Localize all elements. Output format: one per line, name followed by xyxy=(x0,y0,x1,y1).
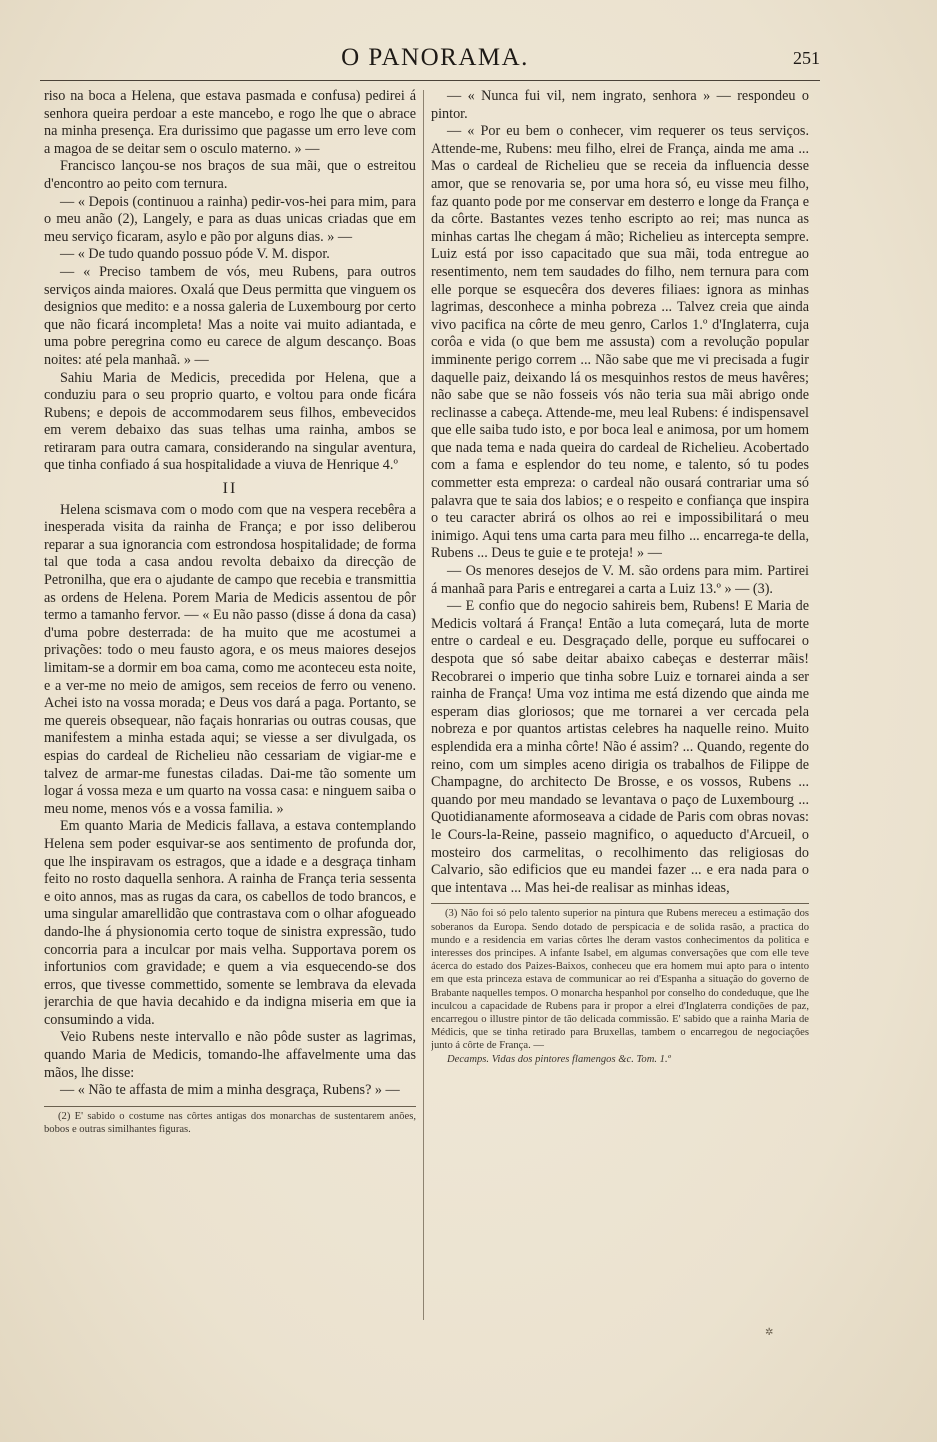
paragraph: riso na boca a Helena, que estava pasmada e confusa) pedirei á senhora queira perdoar a este mancebo, e rogo lhe que o abrace na minha presença. Era durissimo que pagasse um erro leve com a magoa de se deitar sem o osculo materno. » — xyxy=(44,88,416,157)
footnote-rule xyxy=(44,1106,416,1107)
paragraph: — « Depois (continuou a rainha) pedir-vos-hei para mim, para o meu anão (2), Langely, e para as duas unicas criadas que em meu serviço ficaram, asylo e pão por alguns dias. » — xyxy=(44,193,416,245)
paragraph: — « Não te affasta de mim a minha desgraça, Rubens? » — xyxy=(60,1082,400,1099)
paragraph: — Os menores desejos de V. M. são ordens para mim. Partirei á manhaã para Paris e entregarei a carta a Luiz 13.º » — (3). xyxy=(431,563,809,597)
publication-title: O PANORAMA. xyxy=(341,44,529,71)
header-rule xyxy=(40,80,820,81)
section-heading: II xyxy=(222,480,238,498)
paragraph: — « Por eu bem o conhecer, vim requerer os teus serviços. Attende-me, Rubens: meu filho, elrei de França, ainda me ama ... Mas o cardeal de Richelieu que se receia da influencia desse amor, que se renovaria se, por uma hora só, eu visse meu filho, faz quanto pode por me conservar em desterro e longe da França e da côrte. Bastantes vezes tenho escripto ao rei; mas nunca as minhas cartas lhe chegam á mão; Richelieu as intercepta sempre. Luiz está por isso capacitado que sua mãi, toda entregue ao resentimento, nem tem saudades do filho, nem ternura para com elle porque se esquecêra dos deveres filiaes: ignora as minhas lagrimas, desconhece a minha pobreza ... Talvez creia que ainda vivo pacifica na côrte de meu genro, Carlos 1.º d'Inglaterra, cuja corôa e vida (o que bem me assusta) com a revolução popular imminente perigo correm ... Não sabe que me vi precisada a fugir daquelle paiz, deixando lá os mesquinhos restos de meus havêres; não sabe que se não fosseis vós não teria sua mãi abrigo onde reclinasse a cabeça. Attende-me, meu leal Rubens: é indispensavel que elle saiba tudo isto, e por boca leal e animosa, por um homem que nada tema e nada queira do cardeal de Richelieu. Acobertado com a fama e esplendor do teu nome, e talento, só tu podes commetter esta empreza: o cardeal não ousará contrariar uma só palavra que te saia dos labios; e o respeito e confiança que inspira o teu caracter abrirá os olhos ao rei e impossibilitará o meu inimigo. Aqui tens uma carta para meu filho ... encarrega-te della, Rubens ... Deus te guie e te proteja! » — xyxy=(431,123,809,562)
paragraph: — « De tudo quando possuo póde V. M. dispor. xyxy=(60,246,330,263)
paragraph: Em quanto Maria de Medicis fallava, a estava contemplando Helena sem poder esquivar-se aos sentimento de profunda dor, que lhe inspiravam os estragos, que a idade e a desgraça tinham feito no rosto daquella senhora. A rainha de França teria sessenta e oito annos, mas as rugas da cara, os cabellos de todo brancos, e uma singular amarellidão que contrastava com o olhar afogueado dando-lhe á physionomia certo toque de sinistra expressão, tudo concorria para a inculcar por mais velha. Supportava porem os infortunios com gravidade; e quem a via esquecendo-se dos erros, que tivesse commettido, somente se lembrava da elevada jerarchia de que havia decahido e da indigna miseria em que ia consumindo a vida. xyxy=(44,818,416,1028)
masthead xyxy=(40,44,830,74)
footnote: (2) E' sabido o costume nas côrtes antigas dos monarchas de sustentarem anões, bobos e outras similhantes figuras. xyxy=(44,1110,416,1136)
paragraph: Sahiu Maria de Medicis, precedida por Helena, que a conduziu para o seu proprio quarto, e voltou para onde ficára Rubens; e depois de accommodarem seus filhos, embevecidos em verem debaixo das suas telhas uma rainha, ambos se retiraram para outra camara, considerando na singular aventura, que tinha confiado á sua hospitalidade a viuva de Henrique 4.º xyxy=(44,369,416,474)
paragraph: — « Preciso tambem de vós, meu Rubens, para outros serviços ainda maiores. Oxalá que Deus permitta que vinguem os designios que medito: e a nossa galeria de Luxembourg por certo que não ficará incompleta! Mas a noite vai muito adiantada, e uma pobre peregrina como eu carece de algum descanço. Boas noites: até pela manhaã. » — xyxy=(44,263,416,368)
column-divider xyxy=(423,90,424,1320)
footnote-rule xyxy=(431,903,809,904)
right-column xyxy=(431,88,809,1066)
footnote-citation: Decamps. Vidas dos pintores flamengos &c. Tom. 1.º xyxy=(447,1053,671,1065)
ornament-icon: ✲ xyxy=(765,1327,774,1338)
paragraph: — « Nunca fui vil, nem ingrato, senhora » — respondeu o pintor. xyxy=(431,88,809,122)
paragraph: — E confio que do negocio sahireis bem, Rubens! E Maria de Medicis voltará á França! Então a luta começará, luta de morte entre o cardeal e eu. Desgraçado delle, porque eu suffocarei o despota que só sabe deitar abaixo cabeças e desterrar mãis! Recobrarei o imperio que tinha sobre Luiz e tornarei ainda a ser rainha de França! Uma voz intima me está dizendo que ainda me esperam dias gloriosos; que me tornarei a ver cercada pela nobreza e por quantos artistas celebres ha naquelle reino. Muito esplendida era a minha côrte! Não é assim? ... Quando, regente do reino, com um simples aceno dirigia os trabalhos de Filippe de Champagne, do architecto De Brosse, e os vossos, Rubens ... quando por meu mandado se levantava o paço de Luxembourg ... Quotidianamente aformoseava a cidade de Paris com obras novas: le Cours-la-Reine, passeio magnifico, o aqueducto d'Arcueil, o mosteiro dos carmelitas, o recolhimento das religiosas do Calvario, são edificios que eu mandei fazer ... e era nada para o que intentava ... Mas hei-de realisar as minhas ideas, xyxy=(431,598,809,896)
left-column xyxy=(44,88,416,1136)
paragraph: Veio Rubens neste intervallo e não pôde suster as lagrimas, quando Maria de Medicis, tomando-lhe affavelmente uma das mãos, lhe disse: xyxy=(44,1029,416,1081)
paragraph: Helena scismava com o modo com que na vespera recebêra a inesperada visita da rainha de França; e por isso deliberou reparar a sua ignorancia com estrondosa hospitalidade; de forma tal que toda a casa andou revolta debaixo da direcção de Petronilha, que era o ajudante de campo que recebia e transmittia as ordens de Helena. Porem Maria de Medicis assentou de pôr termo a tamanho fervor. — « Eu não passo (disse á dona da casa) d'uma pobre desterrada: de ha muito que me acostumei a privações: todo o meu fausto agora, e os meus maiores desejos limitam-se a dormir em boa cama, como me aconteceu esta noite, e a ver-me no meio de amigos, sem receios de ferro ou veneno. Achei isto na vossa morada; e Deus vos dará a paga. Portanto, se me quereis obsequear, não façais honrarias ou outras cousas, que manifestem a minha estada aqui; se viesse a ser divulgada, os espias do cardeal de Richelieu não cessariam de vigiar-me e talvez de armar-me funestas ciladas. Dai-me tão somente um logar á vossa meza e um quarto na vossa casa: e ninguem saiba o meu nome, menos vós e a vossa familia. » xyxy=(44,501,416,817)
footnote: (3) Não foi só pelo talento superior na pintura que Rubens mereceu a estimação dos soberanos da Europa. Sendo dotado de perspicacia e de solida rasão, a practica do mundo e a residencia em varias côrtes lhe deram vastos conhecimentos da politica e interesses dos principes. A infante Isabel, em algumas conversações que com elle teve ácerca do estado dos Paizes-Baixos, conheceu que era homem mui apto para o intento em que esta princeza estava de communicar ao rei d'Espanha a situação do governo de Brabante naquelles tempos. O monarcha hespanhol por conselho do condeduque, que lhe inculcou a capacidade de Rubens para ir propor a elrei d'Inglaterra condições de paz, encarregou o illustre pintor de tão delicada commissão. E' sabido que a rainha Maria de Médicis, que se tinha retirado para Bruxellas, tambem o encarregou de negociações junto á côrte de França. — xyxy=(431,908,809,1052)
paragraph: Francisco lançou-se nos braços de sua mãi, que o estreitou d'encontro ao peito com ternura. xyxy=(44,158,416,192)
page-number: 251 xyxy=(793,48,820,68)
